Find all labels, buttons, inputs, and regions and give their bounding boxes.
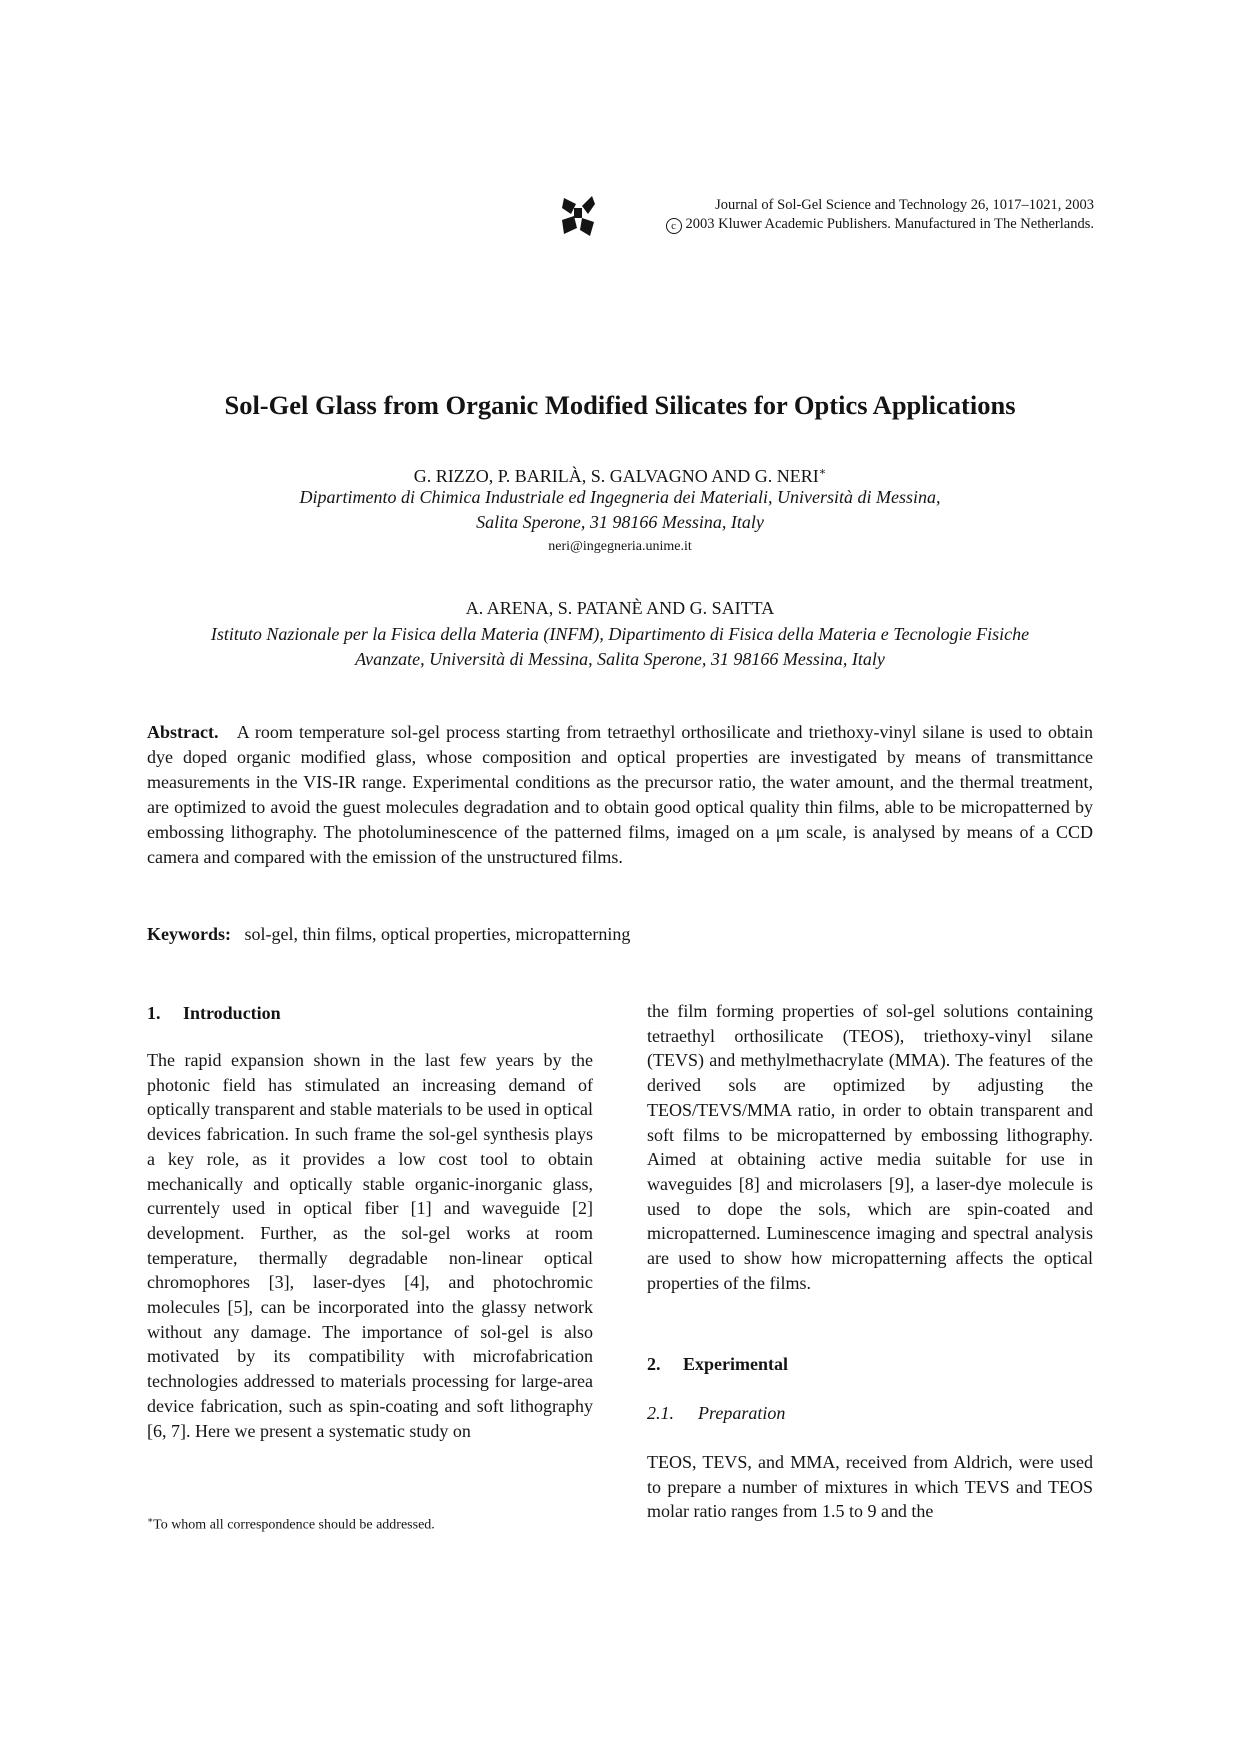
subsection-2-1-number: 2.1.: [647, 1403, 674, 1423]
section-1-body: [147, 1048, 593, 1443]
keywords: [147, 922, 1093, 947]
section-1-heading: [147, 1001, 281, 1025]
affiliation-2-line-2: Avanzate, Università di Messina, Salita Sperone, 31 98166 Messina, Italy: [355, 649, 885, 669]
journal-citation: Journal of Sol-Gel Science and Technology 26, 1017–1021, 2003: [715, 197, 1094, 213]
section-2-heading: [647, 1352, 788, 1376]
section-1-continuation: [647, 999, 1093, 1295]
copyright-symbol: c: [666, 218, 682, 234]
affiliation-1-line-2: Salita Sperone, 31 98166 Messina, Italy: [476, 512, 764, 532]
author-email: neri@ingegneria.unime.it: [548, 539, 692, 554]
author-list-2: A. ARENA, S. PATANÈ AND G. SAITTA: [465, 598, 775, 618]
keywords-label: Keywords:: [147, 924, 231, 944]
affiliation-2-line-1: Istituto Nazionale per la Fisica della Materia (INFM), Dipartimento di Fisica della Materia e Tecnologie Fisiche: [210, 624, 1030, 644]
section-2-body: [647, 1450, 1093, 1524]
journal-copyright: [666, 215, 1094, 234]
author-names-1: G. RIZZO, P. BARILÀ, S. GALVAGNO AND G. NERI: [413, 466, 819, 486]
intro-continuation-paragraph: the film forming properties of sol-gel solutions containing tetraethyl orthosilicate (TEOS), triethoxy-vinyl silane (TEVS) and methylmethacrylate (MMA). The features of the derived sols are optimized by adjusting the TEOS/TEVS/MMA ratio, in order to obtain transparent and soft films to be micropatterned by embossing lithography. Aimed at obtaining active media suitable for use in waveguides [8] and microlasers [9], a laser-dye molecule is used to dope the sols, which are spin-coated and micropatterned. Luminescence imaging and spectral analysis are used to show how micropatterning affects the optical properties of the films.: [647, 1001, 1093, 1293]
abstract-label: Abstract.: [147, 722, 219, 742]
footnote-text: To whom all correspondence should be addressed.: [153, 1517, 435, 1533]
journal-header: [560, 194, 1094, 238]
paper-title: Sol-Gel Glass from Organic Modified Silicates for Optics Applications: [224, 390, 1016, 420]
section-1-number: 1.: [147, 1003, 161, 1023]
abstract: [147, 720, 1093, 870]
kluwer-logo-icon: [560, 194, 596, 238]
affiliation-1-line-1: Dipartimento di Chimica Industriale ed Ingegneria dei Materiali, Università di Messina,: [299, 487, 941, 507]
keywords-text: sol-gel, thin films, optical properties, micropatterning: [244, 924, 631, 944]
footnote-marker: ∗: [147, 1515, 154, 1525]
subsection-2-1-title: Preparation: [698, 1403, 786, 1423]
section-2-number: 2.: [647, 1354, 661, 1374]
footnote: [147, 1511, 435, 1535]
abstract-text: A room temperature sol-gel process starting from tetraethyl orthosilicate and triethoxy-vinyl silane is used to obtain dye doped organic modified glass, whose composition and optical properties are investigated by means of transmittance measurements in the VIS-IR range. Experimental conditions as the precursor ratio, the water amount, and the thermal treatment, are optimized to avoid the guest molecules degradation and to obtain good optical quality thin films, able to be micropatterned by embossing lithography. The photoluminescence of the patterned films, imaged on a μm scale, is analysed by means of a CCD camera and compared with the emission of the unstructured films.: [147, 722, 1094, 867]
preparation-paragraph: TEOS, TEVS, and MMA, received from Aldrich, were used to prepare a number of mixtures in which TEVS and TEOS molar ratio ranges from 1.5 to 9 and the: [647, 1452, 1093, 1522]
section-2-title: Experimental: [683, 1354, 788, 1374]
subsection-2-1-heading: [647, 1401, 785, 1425]
copyright-text: 2003 Kluwer Academic Publishers. Manufactured in The Netherlands.: [685, 216, 1094, 232]
section-1-title: Introduction: [183, 1003, 281, 1023]
intro-paragraph: The rapid expansion shown in the last few years by the photonic field has stimulated an increasing demand of optically transparent and stable materials to be used in optical devices fabrication. In such frame the sol-gel synthesis plays a key role, as it provides a low cost tool to obtain mechanically and optically stable organic-inorganic glass, currentely used in optical fiber [1] and waveguide [2] development. Further, as the sol-gel works at room temperature, thermally degradable non-linear optical chromophores [3], laser-dyes [4], and photochromic molecules [5], can be incorporated into the glassy network without any damage. The importance of sol-gel is also motivated by its compatibility with microfabrication technologies addressed to materials processing for large-area device fabrication, such as spin-coating and soft lithography [6, 7]. Here we present a systematic study on: [147, 1050, 593, 1441]
author-list-1: [0, 460, 1240, 488]
corresponding-marker: ∗: [818, 466, 827, 478]
